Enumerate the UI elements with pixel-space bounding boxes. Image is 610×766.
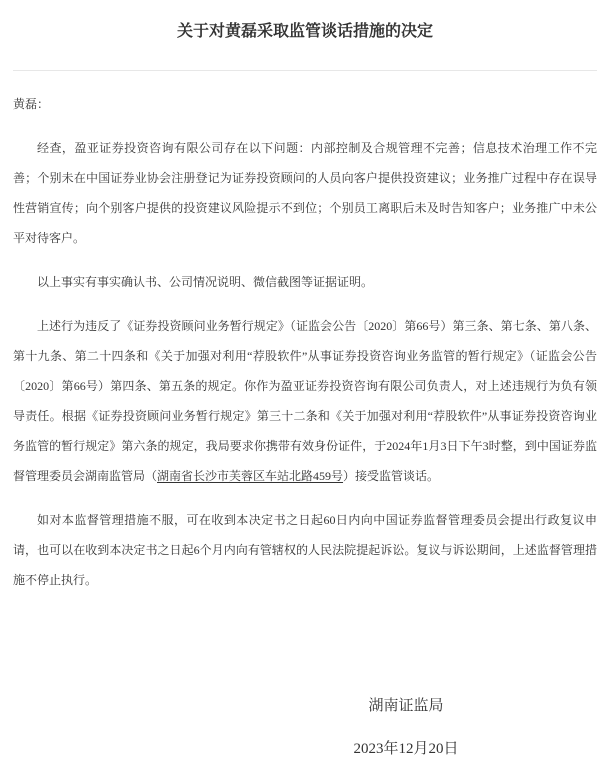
paragraph-findings: 经查，盈亚证券投资咨询有限公司存在以下问题：内部控制及合规管理不完善；信息技术治理工作不完善；个别未在中国证券业协会注册登记为证券投资顾问的人员向客户提供投资建议；业务推广过程中存在误导性营销宣传；向个别客户提供的投资建议风险提示不到位；个别员工离职后未及时告知客户；业务推广中未公平对待客户。	[13, 141, 597, 245]
signature-date: 2023年12月20日	[353, 741, 459, 757]
signature-agency: 湖南证监局	[368, 698, 444, 714]
decision-text-before-address: 上述行为违反了《证券投资顾问业务暂行规定》（证监会公告〔2020〕第66号）第三条、第七条、第八条、第十九条、第二十四条和《关于加强对利用“荐股软件”从事证券投资咨询业务监管的暂行规定》（证监会公告〔2020〕第66号）第四条、第五条的规定。你作为盈亚证券投资咨询有限公司负责人，对上述违规行为负有领导责任。根据《证券投资顾问业务暂行规定》第三十二条和《关于加强对利用“荐股软件”从事证券投资咨询业务监管的暂行规定》第六条的规定，我局要求你携带有效身份证件，于2024年1月3日下午3时整，到中国证券监督管理委员会湖南监管局（	[13, 319, 597, 483]
document-header	[13, 0, 597, 71]
paragraph-decision	[13, 311, 597, 491]
paragraph-evidence: 以上事实有事实确认书、公司情况说明、微信截图等证据证明。	[37, 275, 374, 289]
document-body	[13, 89, 597, 764]
paragraph-appeal: 如对本监督管理措施不服，可在收到本决定书之日起60日内向中国证券监督管理委员会提出行政复议申请，也可以在收到本决定书之日起6个月内向有管辖权的人民法院提起诉讼。复议与诉讼期间，上述监督管理措施不停止执行。	[13, 513, 597, 587]
decision-text-after-address: ）接受监管谈话。	[343, 469, 440, 483]
signature-block	[114, 691, 610, 764]
address-underlined-text: 湖南省长沙市芙蓉区车站北路459号	[157, 469, 344, 483]
page-title: 关于对黄磊采取监管谈话措施的决定	[176, 23, 433, 40]
salutation: 黄磊：	[13, 97, 50, 111]
